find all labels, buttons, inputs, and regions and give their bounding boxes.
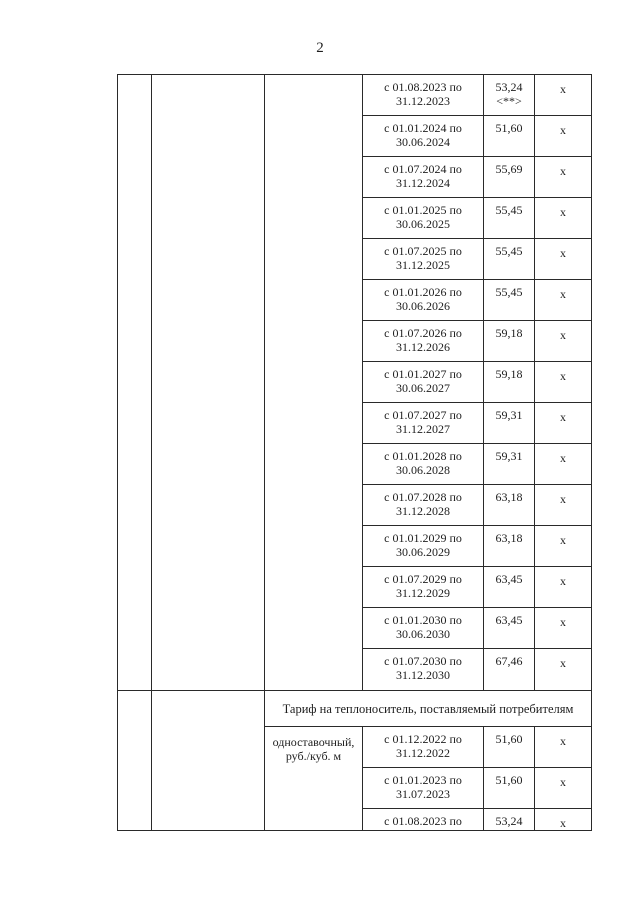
blank-cell <box>118 691 152 831</box>
mark-cell: х <box>535 116 592 157</box>
period-cell: с 01.07.2028 по 31.12.2028 <box>363 485 484 526</box>
period-cell: с 01.01.2027 по 30.06.2027 <box>363 362 484 403</box>
period-cell: с 01.12.2022 по 31.12.2022 <box>363 727 484 768</box>
mark-cell: х <box>535 649 592 691</box>
value-cell: 63,45 <box>484 608 535 649</box>
mark-cell: х <box>535 485 592 526</box>
mark-cell: х <box>535 157 592 198</box>
mark-cell: х <box>535 280 592 321</box>
period-cell: с 01.07.2026 по 31.12.2026 <box>363 321 484 362</box>
value-cell: 53,24 <**> <box>484 75 535 116</box>
blank-cell <box>118 75 152 691</box>
value-cell: 55,45 <box>484 198 535 239</box>
period-cell: с 01.01.2023 по 31.07.2023 <box>363 768 484 809</box>
value-cell: 63,45 <box>484 567 535 608</box>
period-cell: с 01.07.2027 по 31.12.2027 <box>363 403 484 444</box>
period-cell: с 01.07.2025 по 31.12.2025 <box>363 239 484 280</box>
value-cell: 59,18 <box>484 321 535 362</box>
mark-cell: х <box>535 362 592 403</box>
mark-cell: х <box>535 567 592 608</box>
value-cell: 59,31 <box>484 403 535 444</box>
mark-cell: х <box>535 75 592 116</box>
tariff-kind-cell: одноставочный, руб./куб. м <box>265 727 363 831</box>
blank-cell <box>265 75 363 691</box>
mark-cell: х <box>535 444 592 485</box>
mark-cell: х <box>535 727 592 768</box>
blank-cell <box>152 691 265 831</box>
period-cell: с 01.07.2024 по 31.12.2024 <box>363 157 484 198</box>
period-cell: с 01.01.2024 по 30.06.2024 <box>363 116 484 157</box>
mark-cell: х <box>535 526 592 567</box>
page-number: 2 <box>316 40 324 56</box>
section-heading: Тариф на теплоноситель, поставляемый потребителям <box>265 691 592 727</box>
period-cell: с 01.01.2025 по 30.06.2025 <box>363 198 484 239</box>
value-cell: 63,18 <box>484 485 535 526</box>
mark-cell: х <box>535 809 592 831</box>
mark-cell: х <box>535 239 592 280</box>
mark-cell: х <box>535 768 592 809</box>
period-cell: с 01.01.2028 по 30.06.2028 <box>363 444 484 485</box>
value-cell: 63,18 <box>484 526 535 567</box>
tariff-table <box>117 74 592 831</box>
period-cell: с 01.01.2030 по 30.06.2030 <box>363 608 484 649</box>
blank-cell <box>152 75 265 691</box>
period-cell: с 01.07.2030 по 31.12.2030 <box>363 649 484 691</box>
value-cell: 55,45 <box>484 239 535 280</box>
mark-cell: х <box>535 403 592 444</box>
value-cell: 59,31 <box>484 444 535 485</box>
value-cell: 55,69 <box>484 157 535 198</box>
mark-cell: х <box>535 608 592 649</box>
value-cell: 51,60 <box>484 768 535 809</box>
mark-cell: х <box>535 198 592 239</box>
period-cell: с 01.08.2023 по 31.12.2023 <box>363 75 484 116</box>
period-cell: с 01.08.2023 по <box>363 809 484 831</box>
period-cell: с 01.07.2029 по 31.12.2029 <box>363 567 484 608</box>
period-cell: с 01.01.2026 по 30.06.2026 <box>363 280 484 321</box>
value-cell: 51,60 <box>484 727 535 768</box>
value-cell: 53,24 <box>484 809 535 831</box>
period-cell: с 01.01.2029 по 30.06.2029 <box>363 526 484 567</box>
value-cell: 55,45 <box>484 280 535 321</box>
value-cell: 67,46 <box>484 649 535 691</box>
section-heading-row <box>118 691 592 727</box>
mark-cell: х <box>535 321 592 362</box>
value-cell: 51,60 <box>484 116 535 157</box>
value-cell: 59,18 <box>484 362 535 403</box>
table-row <box>118 75 592 116</box>
